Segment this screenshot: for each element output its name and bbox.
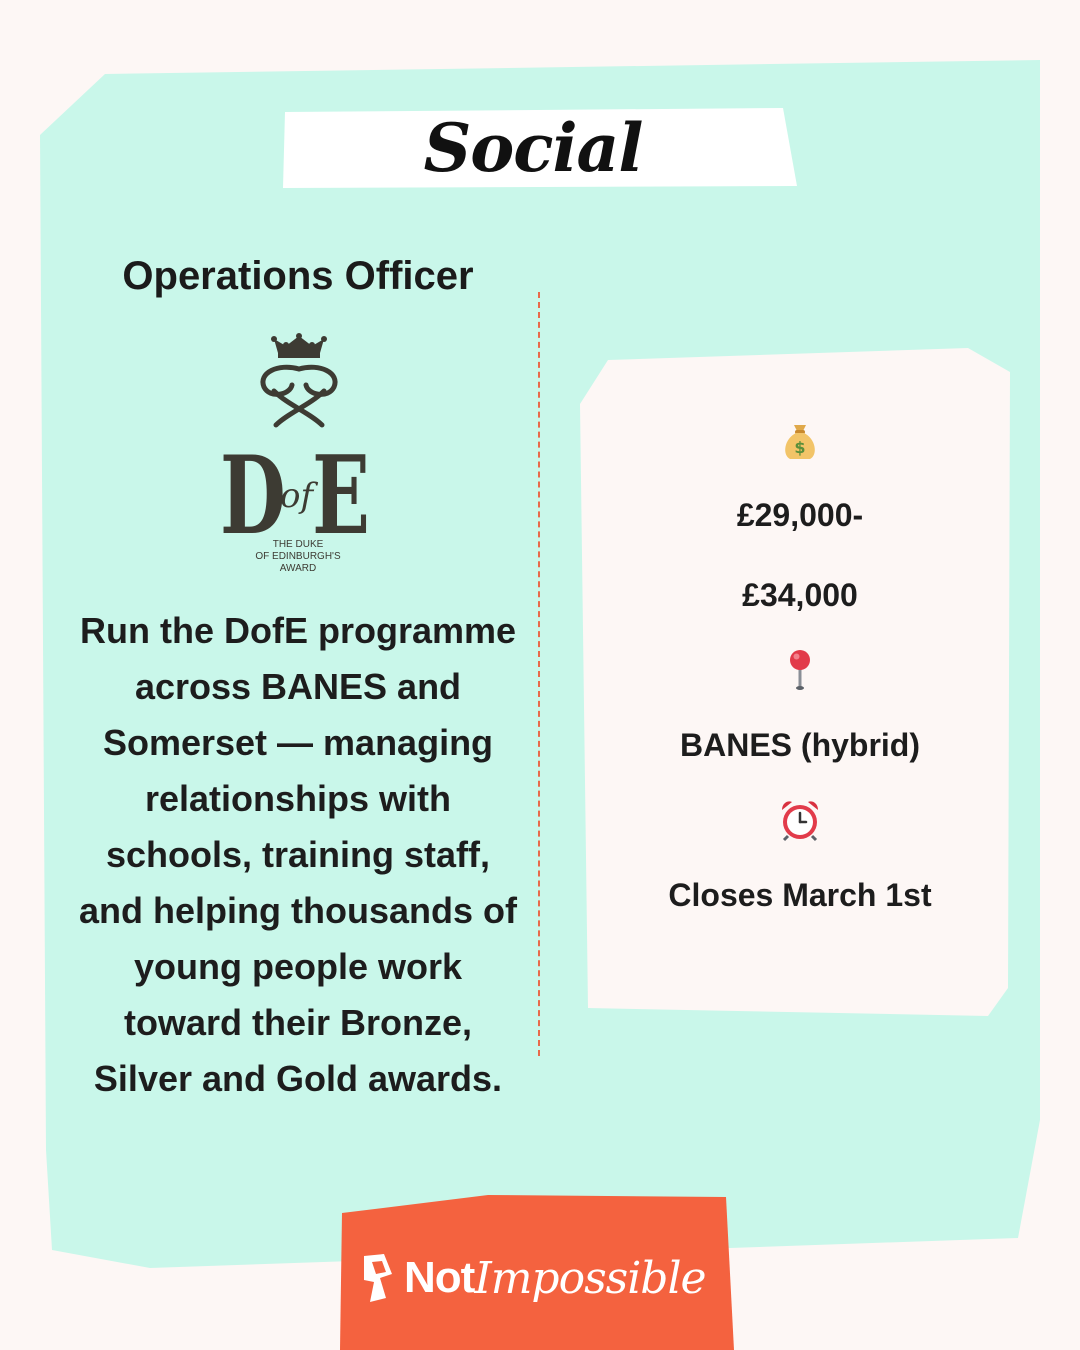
salary-line-2: £34,000 xyxy=(742,577,858,613)
category-title: Social xyxy=(423,109,643,187)
job-details xyxy=(600,405,1000,935)
salary-line-1: £29,000- xyxy=(736,497,864,533)
job-description: Run the DofE programme across BANES and Somerset — managing relationships with schools, training staff, and helping thousands of young people work toward their Bronze, Silver and Gold awards. xyxy=(79,610,517,1099)
job-title: Operations Officer xyxy=(122,254,474,298)
svg-text:of: of xyxy=(280,476,314,516)
logo-caption-line1: THE DUKE xyxy=(272,539,324,550)
column-divider xyxy=(538,292,540,1056)
location-text: BANES (hybrid) xyxy=(680,727,920,763)
dofe-logo-icon xyxy=(218,333,378,578)
svg-text:D E: D E xyxy=(220,433,370,559)
alarm-clock-icon xyxy=(600,785,1000,855)
closing-date-text: Closes March 1st xyxy=(668,877,932,913)
logo-caption-line2: OF EDINBURGH'S xyxy=(255,551,341,562)
svg-text:$: $ xyxy=(794,438,806,457)
not-impossible-logo-icon xyxy=(360,1252,396,1304)
logo-caption-line3: AWARD xyxy=(279,563,317,574)
money-bag-icon xyxy=(600,405,1000,475)
brand-logo xyxy=(360,1248,730,1308)
brand-name-italic: Impossible xyxy=(474,1252,706,1304)
brand-name-bold: Not xyxy=(404,1253,475,1302)
round-pushpin-icon xyxy=(600,635,1000,705)
